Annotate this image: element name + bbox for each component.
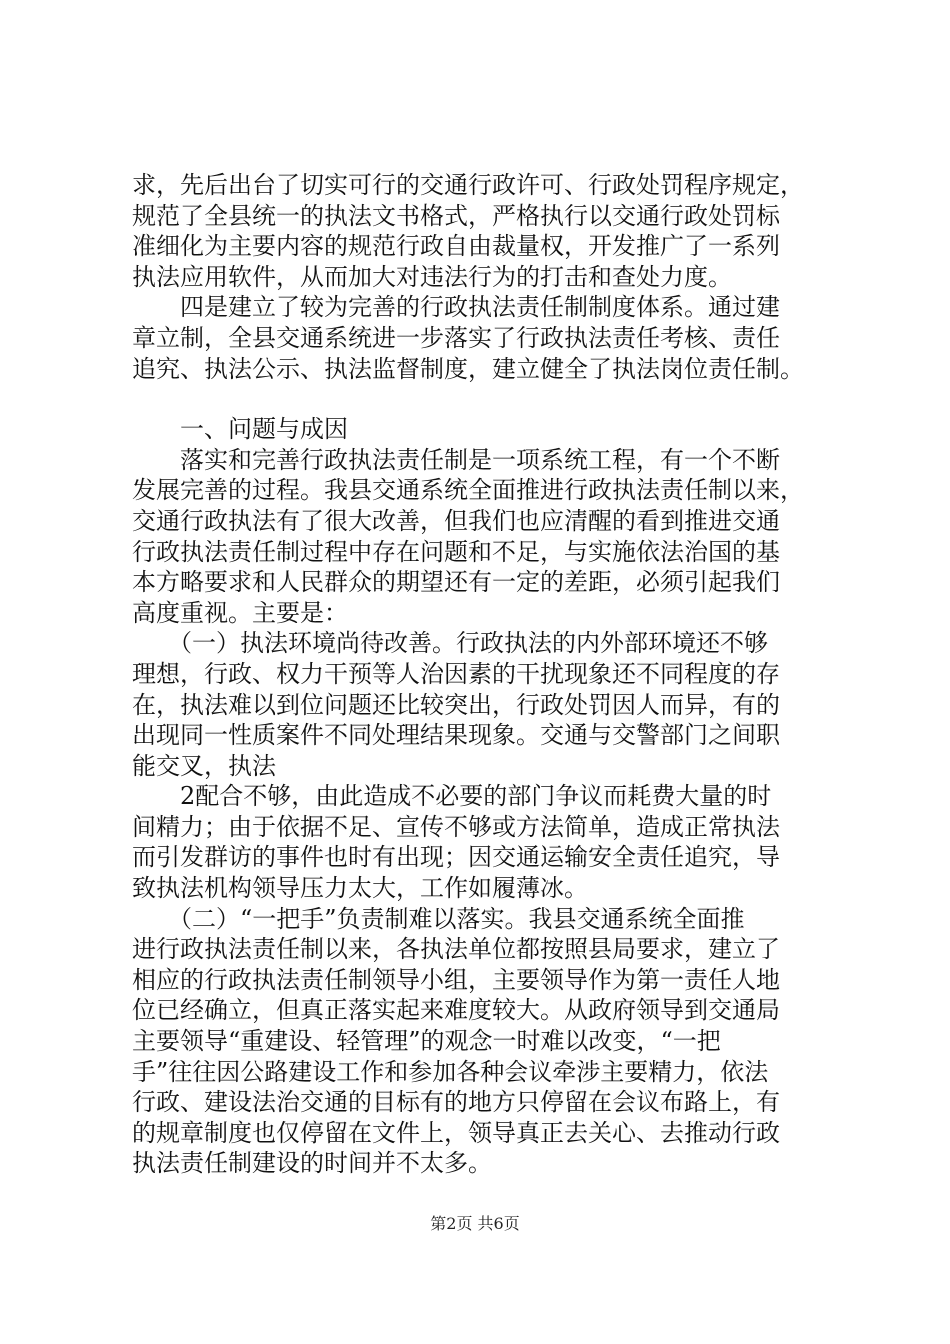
text-line: 行政执法责任制过程中存在问题和不足，与实施依法治国的基 (132, 537, 780, 566)
text-line: 行政、建设法治交通的目标有的地方只停留在会议布路上，有 (132, 1088, 780, 1117)
paragraph-block-bottom (132, 414, 822, 1179)
text-line: 求，先后出台了切实可行的交通行政许可、行政处罚程序规定， (132, 171, 804, 199)
text-line: 追究、执法公示、执法监督制度，建立健全了执法岗位责任制。 (132, 354, 804, 383)
text-line: 四是建立了较为完善的行政执法责任制制度体系。通过建 (132, 293, 780, 322)
text-line: 手”往往因公路建设工作和参加各种会议牵涉主要精力，依法 (132, 1057, 769, 1086)
text-line: 而引发群访的事件也时有出现；因交通运输安全责任追究，导 (132, 843, 780, 872)
text-line: 的规章制度也仅停留在文件上，领导真正去关心、去推动行政 (132, 1118, 780, 1147)
text-line: 能交叉，执法 (132, 751, 276, 780)
text-line: 规范了全县统一的执法文书格式，严格执行以交通行政处罚标 (132, 201, 780, 230)
text-line: 在，执法难以到位问题还比较突出，行政处罚因人而异，有的 (132, 690, 780, 719)
text-line: 准细化为主要内容的规范行政自由裁量权，开发推广了一系列 (132, 232, 780, 261)
page-number: 第2页 共6页 (430, 1214, 520, 1233)
document-body (132, 170, 822, 1179)
text-line: 出现同一性质案件不同处理结果现象。交通与交警部门之间职 (132, 721, 780, 750)
text-line: 高度重视。主要是： (132, 598, 348, 627)
text-line: 本方略要求和人民群众的期望还有一定的差距，必须引起我们 (132, 568, 780, 597)
text-line: 进行政执法责任制以来，各执法单位都按照县局要求，建立了 (132, 935, 780, 964)
text-line: （二）“一把手”负责制难以落实。我县交通系统全面推 (132, 904, 745, 933)
text-line: 交通行政执法有了很大改善，但我们也应清醒的看到推进交通 (132, 506, 780, 535)
text-line: 位已经确立，但真正落实起来难度较大。从政府领导到交通局 (132, 996, 780, 1025)
text-line: 理想，行政、权力干预等人治因素的干扰现象还不同程度的存 (132, 659, 780, 688)
text-line: 执法责任制建设的时间并不太多。 (132, 1149, 492, 1178)
text-line: （一）执法环境尚待改善。行政执法的内外部环境还不够 (132, 629, 768, 658)
text-line: 发展完善的过程。我县交通系统全面推进行政执法责任制以来， (132, 476, 804, 505)
section-heading: 一、问题与成因 (132, 415, 348, 444)
text-line: 2配合不够，由此造成不必要的部门争议而耗费大量的时 (132, 782, 772, 811)
text-line: 主要领导“重建设、轻管理”的观念一时难以改变，“一把 (132, 1027, 721, 1056)
paragraph-block-top (132, 170, 822, 384)
page-footer (0, 1214, 950, 1234)
text-line: 执法应用软件，从而加大对违法行为的打击和查处力度。 (132, 262, 732, 291)
text-line: 间精力；由于依据不足、宣传不够或方法简单，造成正常执法 (132, 812, 780, 841)
text-line: 落实和完善行政执法责任制是一项系统工程，有一个不断 (132, 445, 780, 474)
paragraph-gap (132, 384, 822, 414)
text-line: 致执法机构领导压力太大，工作如履薄冰。 (132, 874, 588, 903)
text-line: 章立制，全县交通系统进一步落实了行政执法责任考核、责任 (132, 323, 780, 352)
text-line: 相应的行政执法责任制领导小组，主要领导作为第一责任人地 (132, 965, 780, 994)
